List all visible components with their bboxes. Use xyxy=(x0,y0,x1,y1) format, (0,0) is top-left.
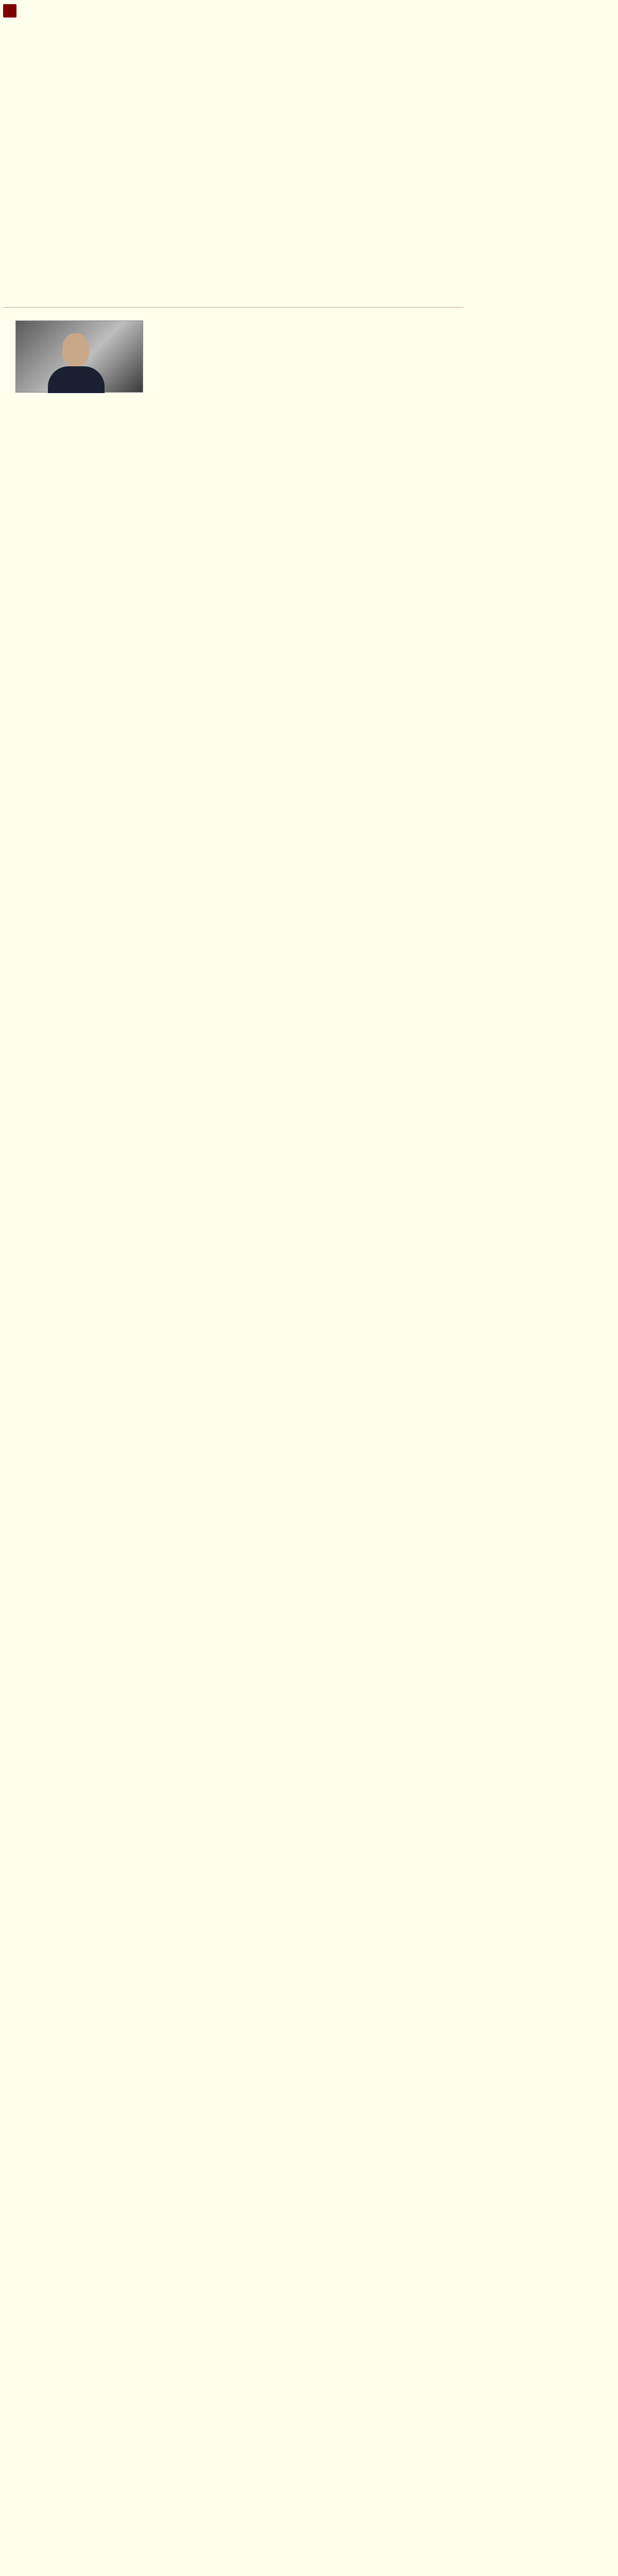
intro-text xyxy=(3,30,312,33)
site-header xyxy=(3,3,20,19)
op-thumbnail[interactable] xyxy=(15,320,143,393)
op-post xyxy=(3,312,467,319)
op-file-info xyxy=(3,312,467,319)
site-logo[interactable] xyxy=(3,4,16,18)
op-body xyxy=(153,319,473,323)
divider xyxy=(3,307,464,308)
person-suit xyxy=(48,366,105,393)
person-face xyxy=(62,333,89,367)
